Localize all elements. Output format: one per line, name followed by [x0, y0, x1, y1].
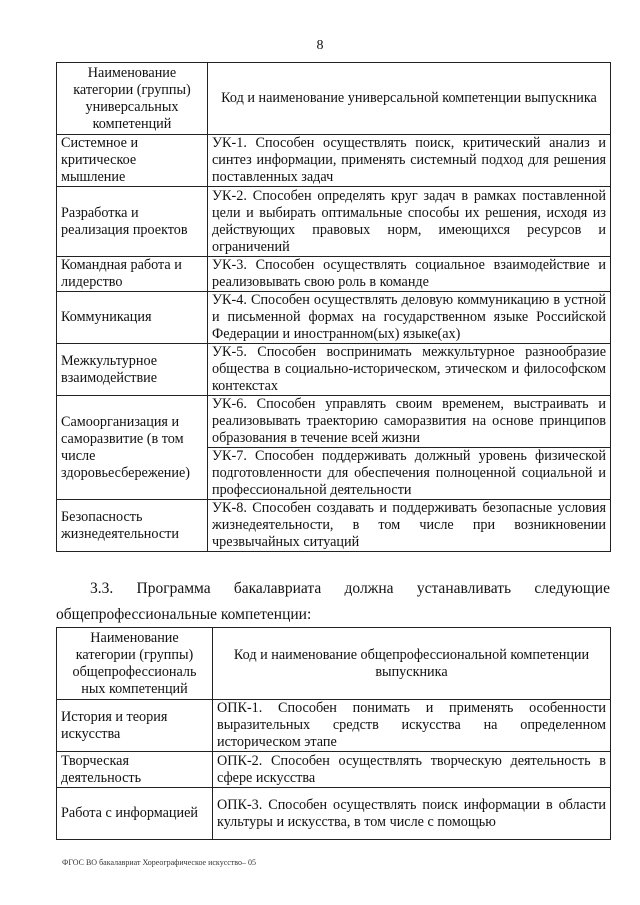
header-category: Наименование категории (группы) универсальных компетенций — [57, 63, 208, 135]
competence-cell — [208, 292, 611, 344]
competence-cell — [208, 500, 611, 552]
category-cell: Командная работа и лидерство — [57, 257, 208, 292]
competence-text: УК-8. Способен создавать и поддерживать безопасные условия жизнедеятельности, в том числе при возникновении чрезвычайных ситуаций — [212, 500, 606, 550]
category-cell: Безопасность жизнедеятельности — [57, 500, 208, 552]
category-cell: История и теория искусства — [57, 700, 213, 752]
table-row — [57, 292, 611, 344]
category-cell: Межкультурное взаимодействие — [57, 344, 208, 396]
competence-cell — [208, 344, 611, 396]
table-row — [57, 135, 611, 187]
competence-cell — [208, 135, 611, 187]
competence-text: ОПК-3. Способен осуществлять поиск информации в области культуры и искусства, в том числе с помощью — [217, 796, 606, 830]
category-cell: Коммуникация — [57, 292, 208, 344]
category-cell: Творческая деятельность — [57, 752, 213, 788]
header-competence: Код и наименование универсальной компетенции выпускника — [208, 63, 611, 135]
competence-cell — [213, 700, 611, 752]
competence-text: УК-6. Способен управлять своим временем, выстраивать и реализовывать траекторию саморазвития на основе принципов образования в течение всей жизни — [212, 396, 606, 446]
paragraph-word: 3.3. — [90, 580, 114, 597]
page-footer: ФГОС ВО бакалавриат Хореографическое искусство– 05 — [62, 858, 257, 867]
header-competence: Код и наименование общепрофессиональной компетенции выпускника — [213, 628, 611, 700]
competence-text: ОПК-2. Способен осуществлять творческую деятельность в сфере искусства — [217, 752, 606, 786]
paragraph-continuation: общепрофессиональные компетенции: — [56, 606, 312, 623]
universal-competences-table — [56, 62, 611, 552]
table-row — [57, 187, 611, 257]
competence-text: УК-2. Способен определять круг задач в рамках поставленной цели и выбирать оптимальные способы их решения, исходя из действующих правовых норм, имеющихся ресурсов и ограничений — [212, 187, 606, 255]
table-header-row — [57, 63, 611, 135]
competence-cell — [208, 396, 611, 500]
competence-text: УК-4. Способен осуществлять деловую коммуникацию в устной и письменной формах на государственном языке Российской Федерации и иностранном(ых) языке(ах) — [212, 292, 606, 342]
table-row — [57, 257, 611, 292]
category-cell: Разработка и реализация проектов — [57, 187, 208, 257]
paragraph-word: должна — [344, 580, 394, 597]
paragraph-word: следующие — [534, 580, 610, 597]
category-cell: Работа с информацией — [57, 788, 213, 840]
general-professional-competences-table — [56, 627, 611, 840]
table-row — [57, 396, 611, 500]
header-category: Наименование категории (группы) общепрофессиональ ных компетенций — [57, 628, 213, 700]
competence-cell — [213, 788, 611, 840]
competence-text: ОПК-1. Способен понимать и применять особенности выразительных средств искусства на определенном историческом этапе — [217, 700, 606, 750]
table-row — [57, 752, 611, 788]
category-cell: Системное и критическое мышление — [57, 135, 208, 187]
table-row — [57, 344, 611, 396]
paragraph-word: устанавливать — [416, 580, 512, 597]
table-row — [57, 788, 611, 840]
paragraph-word: бакалавриата — [233, 580, 322, 597]
table-header-row — [57, 628, 611, 700]
category-cell: Самоорганизация и саморазвитие (в том числе здоровьесбережение) — [57, 396, 208, 500]
paragraph-line — [90, 580, 610, 598]
competence-text: УК-3. Способен осуществлять социальное взаимодействие и реализовывать свою роль в команде — [212, 257, 606, 290]
competence-cell — [213, 752, 611, 788]
competence-text: УК-1. Способен осуществлять поиск, критический анализ и синтез информации, применять системный подход для решения поставленных задач — [212, 135, 606, 185]
table-row — [57, 700, 611, 752]
page-number: 8 — [316, 38, 324, 53]
table-row — [57, 500, 611, 552]
competence-cell — [208, 187, 611, 257]
competence-cell — [208, 257, 611, 292]
paragraph-word: Программа — [136, 580, 211, 597]
competence-text: УК-7. Способен поддерживать должный уровень физической подготовленности для обеспечения полноценной социальной и профессиональной деятельности — [212, 448, 606, 498]
competence-text: УК-5. Способен воспринимать межкультурное разнообразие общества в социально-историческом, этическом и философском контекстах — [212, 344, 606, 394]
